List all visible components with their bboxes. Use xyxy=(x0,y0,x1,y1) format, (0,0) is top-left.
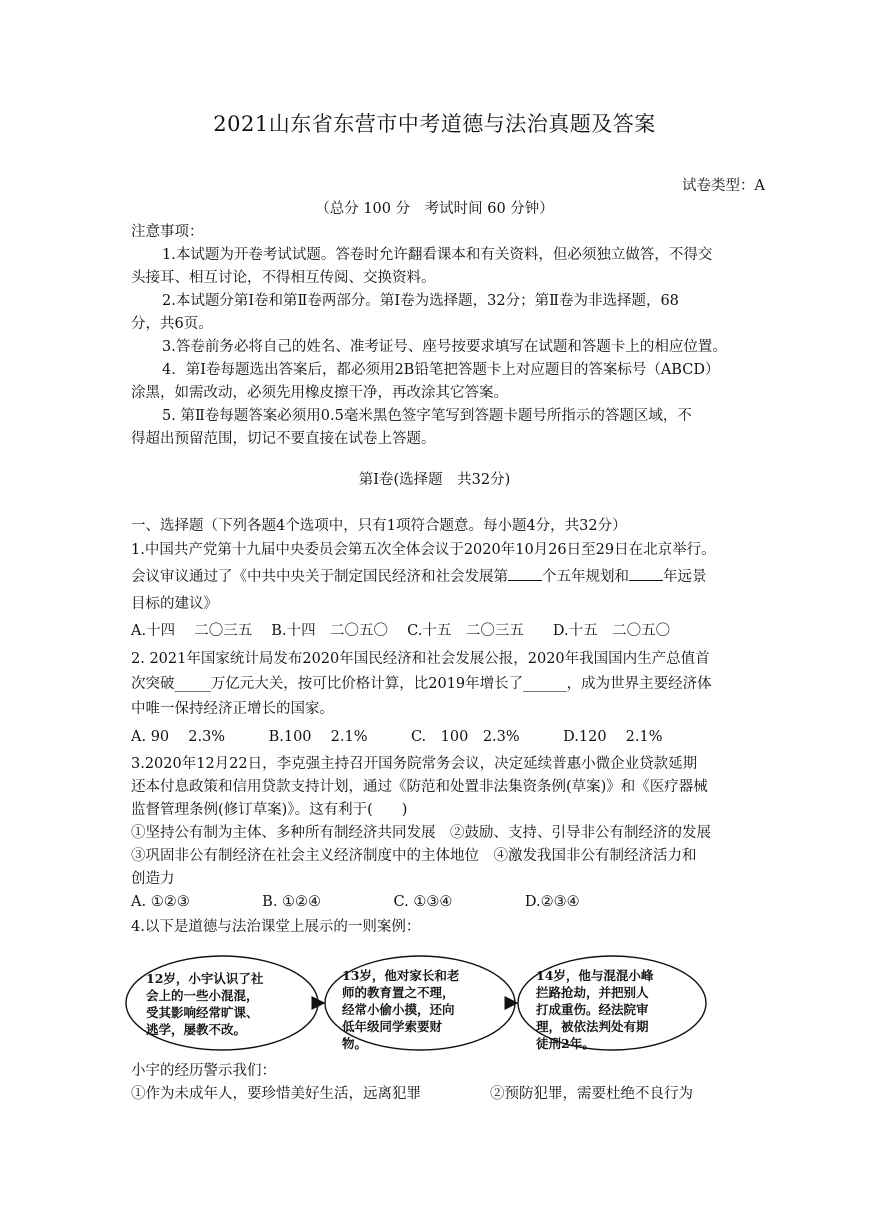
page-title: 2021山东省东营市中考道德与法治真题及答案 xyxy=(213,112,656,136)
q3-line-3: 监督管理条例(修订草案)》。这有利于( ) xyxy=(131,802,408,818)
bubble-1-line-4: 逃学，屡教不改。 xyxy=(146,1022,247,1037)
q4-statement-2: ②预防犯罪，需要杜绝不良行为 xyxy=(490,1086,693,1102)
notes-heading: 注意事项： xyxy=(131,224,204,240)
q3-line-2: 还本付息政策和信用贷款支持计划，通过《防范和处置非法集资条例(草案)》和《医疗器械 xyxy=(131,779,708,795)
q1-line-1: 1.中国共产党第十九届中央委员会第五次全体会议于2020年10月26日至29日在北京举行。 xyxy=(131,542,716,558)
q4-statement-1: ①作为未成年人，要珍惜美好生活，远离犯罪 xyxy=(131,1086,421,1102)
bubble-2-line-2: 师的教育置之不理， xyxy=(342,985,455,1000)
q3-options: A. ①②③ B. ①②④ C. ①③④ D.②③④ xyxy=(131,894,580,910)
q3-line-6: 创造力 xyxy=(131,871,175,887)
note-1-line-2: 头接耳、相互讨论，不得相互传阅、交换资料。 xyxy=(131,270,436,286)
note-4-line-2: 涂黑，如需改动，必须先用橡皮擦干净，再改涂其它答案。 xyxy=(131,385,508,401)
q1-line-2-a: 会议审议通过了《中共中央关于制定国民经济和社会发展第 xyxy=(131,569,508,585)
bubble-2-line-3: 经常小偷小摸，还向 xyxy=(342,1002,455,1017)
part-heading: 一、选择题（下列各题4个选项中，只有1项符合题意。每小题4分，共32分） xyxy=(131,518,627,534)
q1-line-2-c: 年远景 xyxy=(663,569,707,585)
note-2-line-2: 分，共6页。 xyxy=(131,316,213,332)
bubble-3-line-3: 打成重伤。经法院审 xyxy=(536,1002,649,1017)
bubble-2-line-5: 物。 xyxy=(342,1036,368,1051)
note-2-line-1: 2.本试题分第Ⅰ卷和第Ⅱ卷两部分。第Ⅰ卷为选择题，32分；第Ⅱ卷为非选择题，68 xyxy=(162,293,679,309)
q4-lesson: 小宇的经历警示我们： xyxy=(131,1063,276,1079)
section-title: 第Ⅰ卷(选择题 共32分) xyxy=(358,472,511,488)
bubble-1-line-1: 12岁，小宇认识了社 xyxy=(146,971,264,986)
q2-line-1: 2. 2021年国家统计局发布2020年国民经济和社会发展公报，2020年我国国内生产总值首 xyxy=(131,651,710,667)
note-1-line-1: 1.本试题为开卷考试试题。答卷时允许翻看课本和有关资料，但必须独立做答，不得交 xyxy=(162,247,713,263)
q2-options: A. 90 2.3% B.100 2.1% C. 100 2.3% D.120 2.1% xyxy=(131,729,663,745)
paper-type: 试卷类型：A xyxy=(682,178,765,194)
bubble-3-line-1: 14岁，他与混混小峰 xyxy=(536,968,654,983)
q4-line-1: 4.以下是道德与法治课堂上展示的一则案例： xyxy=(131,919,421,935)
q2-line-3: 中唯一保持经济正增长的国家。 xyxy=(131,701,334,717)
bubble-3-line-2: 拦路抢劫，并把别人 xyxy=(536,985,649,1000)
q2-line-2: 次突破_____万亿元大关，按可比价格计算，比2019年增长了______，成为世界主要经济体 xyxy=(131,676,712,692)
bubble-3-line-4: 理，被依法判处有期 xyxy=(536,1019,649,1034)
q1-line-3: 目标的建议》 xyxy=(131,596,218,612)
bubble-1-line-3: 受其影响经常旷课、 xyxy=(146,1005,259,1020)
bubble-1-line-2: 会上的一些小混混， xyxy=(146,988,259,1003)
q3-line-1: 3.2020年12月22日，李克强主持召开国务院常务会议，决定延续普惠小微企业贷款延期 xyxy=(131,756,698,772)
note-5-line-1: 5. 第Ⅱ卷每题答案必须用0.5毫米黑色签字笔写到答题卡题号所指示的答题区域，不 xyxy=(162,408,692,424)
q3-line-4: ①坚持公有制为主体、多种所有制经济共同发展 ②鼓励、支持、引导非公有制经济的发展 xyxy=(131,825,711,841)
bubble-3-line-5: 徒刑2年。 xyxy=(536,1036,595,1051)
q3-line-5: ③巩固非公有制经济在社会主义经济制度中的主体地位 ④激发我国非公有制经济活力和 xyxy=(131,848,697,864)
note-3-line-1: 3.答卷前务必将自己的姓名、准考证号、座号按要求填写在试题和答题卡上的相应位置。 xyxy=(162,339,727,355)
note-4-line-1: 4．第Ⅰ卷每题选出答案后，都必须用2B铅笔把答题卡上对应题目的答案标号（ABCD） xyxy=(162,362,720,378)
note-5-line-2: 得超出预留范围，切记不要直接在试卷上答题。 xyxy=(131,431,436,447)
bubble-2-line-4: 低年级同学索要财 xyxy=(342,1019,443,1034)
q1-line-2-b: 个五年规划和 xyxy=(542,569,629,585)
score-time: （总分 100 分 考试时间 60 分钟） xyxy=(315,201,554,217)
q1-options: A.十四 二〇三五 B.十四 二〇五〇 C.十五 二〇三五 D.十五 二〇五〇 xyxy=(131,623,671,639)
bubble-2-line-1: 13岁，他对家长和老 xyxy=(342,968,460,983)
